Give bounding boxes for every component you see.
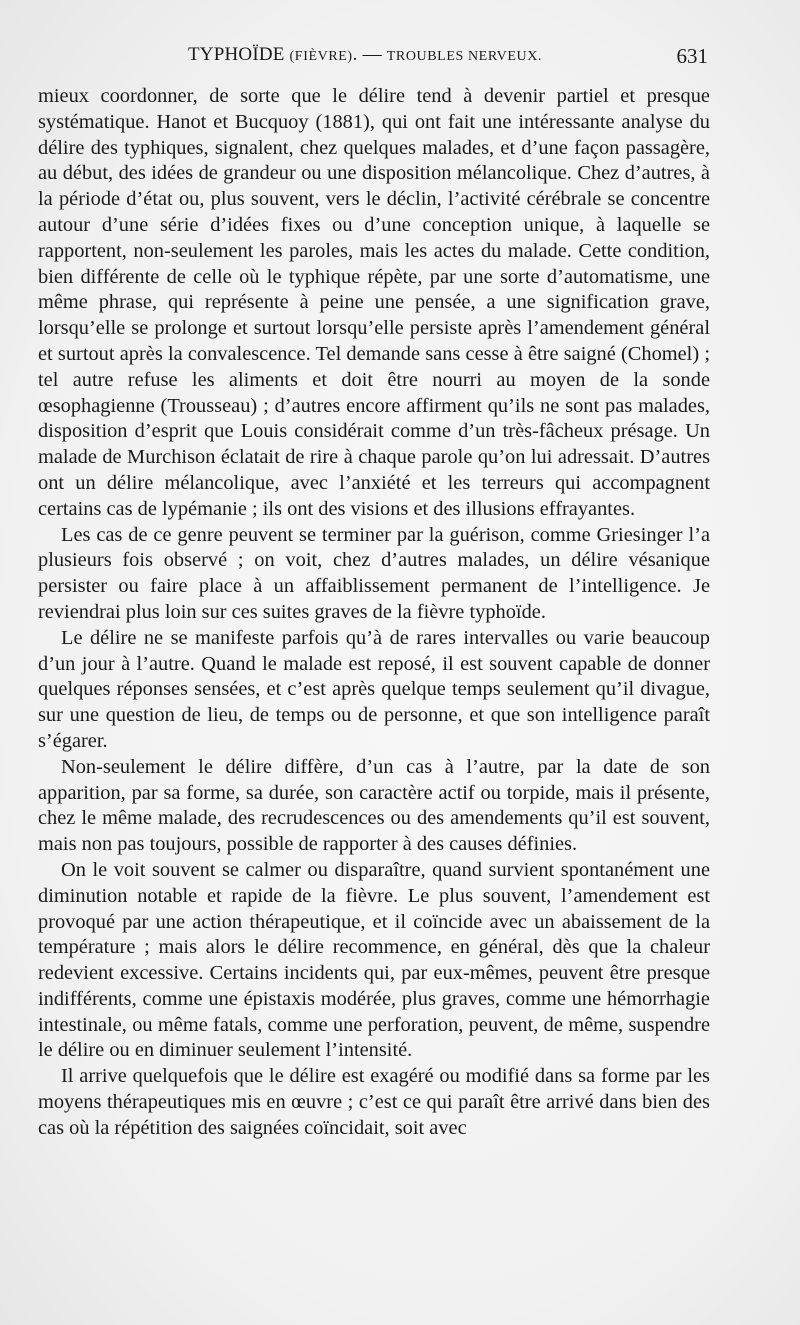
paragraph-continuation: mieux coordonner, de sorte que le délire tend à devenir partiel et presque systématique. Hanot et Bucquoy (1881), qui ont fait une intéressante analyse du délire des typhiques, signalent, chez quelques malades, et d’une façon passagère, au début, des idées de grandeur ou une disposition mélancolique. Chez d’autres, à la période d’état ou, plus souvent, vers le déclin, l’activité cérébrale se concentre autour d’une série d’idées fixes ou d’une conception unique, à laquelle se rapportent, non-seulement les paroles, mais les actes du malade. Cette condition, bien différente de celle où le typhique répète, par une sorte d’automatisme, une même phrase, qui représente à peine une pensée, a une signification grave, lorsqu’elle se prolonge et surtout lorsqu’elle persiste après l’amendement général et surtout après la convalescence. Tel demande sans cesse à être saigné (Chomel) ; tel autre refuse les aliments et doit être nourri au moyen de la sonde œsophagienne (Trousseau) ; d’autres encore affirment qu’ils ne sont pas malades, disposition d’esprit que Louis considérait comme d’un très-fâcheux présage. Un malade de Murchison éclatait de rire à chaque parole qu’on lui adressait. D’autres ont un délire mélancolique, avec l’anxiété et les terreurs qui accompagnent certains cas de lypémanie ; ils ont des visions et des illusions effrayantes. <box>38 85 710 520</box>
paragraph: Il arrive quelquefois que le délire est exagéré ou modifié dans sa forme par les moyens thérapeutiques mis en œuvre ; c’est ce qui paraît être arrivé dans bien des cas où la répétition des saignées coïncidait, soit avec <box>38 1065 710 1139</box>
page-header <box>38 44 710 74</box>
running-head <box>188 44 542 66</box>
running-head-title: TYPHOÏDE <box>188 44 285 65</box>
paragraph: Les cas de ce genre peuvent se terminer par la guérison, comme Griesinger l’a plusieurs fois observé ; on voit, chez d’autres malades, un délire vésanique persister ou faire place à un affaiblissement permanent de l’intelligence. Je reviendrai plus loin sur ces suites graves de la fièvre typhoïde. <box>38 523 710 623</box>
paragraph: Le délire ne se manifeste parfois qu’à de rares intervalles ou varie beaucoup d’un jour à l’autre. Quand le malade est reposé, il est souvent capable de donner quelques réponses sensées, et c’est après quelque temps seulement qu’il divague, sur une question de lieu, de temps ou de personne, et que son intelligence paraît s’égarer. <box>38 626 710 752</box>
running-head-separator: . — <box>352 44 387 65</box>
running-head-section: TROUBLES NERVEUX. <box>386 49 543 64</box>
paragraph: On le voit souvent se calmer ou disparaître, quand survient spontanément une diminution notable et rapide de la fièvre. Le plus souvent, l’amendement est provoqué par une action thérapeutique, et il coïncide avec un abaissement de la température ; mais alors le délire recommence, en général, dès que la chaleur redevient excessive. Certains incidents qui, par eux-mêmes, peuvent être presque indifférents, comme une épistaxis modérée, plus graves, comme une hémorrhagie intestinale, ou même fatals, comme une perforation, peuvent, de même, suspendre le délire ou en diminuer seulement l’intensité. <box>38 858 710 1062</box>
paragraph: Non-seulement le délire diffère, d’un cas à l’autre, par la date de son apparition, par sa forme, sa durée, son caractère actif ou torpide, mais il présente, chez le même malade, des recrudescences ou des amendements qu’il est souvent, mais non pas toujours, possible de rapporter à des causes définies. <box>38 755 710 856</box>
running-head-subtitle: (FIÈVRE) <box>289 49 353 64</box>
body-text <box>38 84 710 1142</box>
page-number: 631 <box>676 44 708 68</box>
